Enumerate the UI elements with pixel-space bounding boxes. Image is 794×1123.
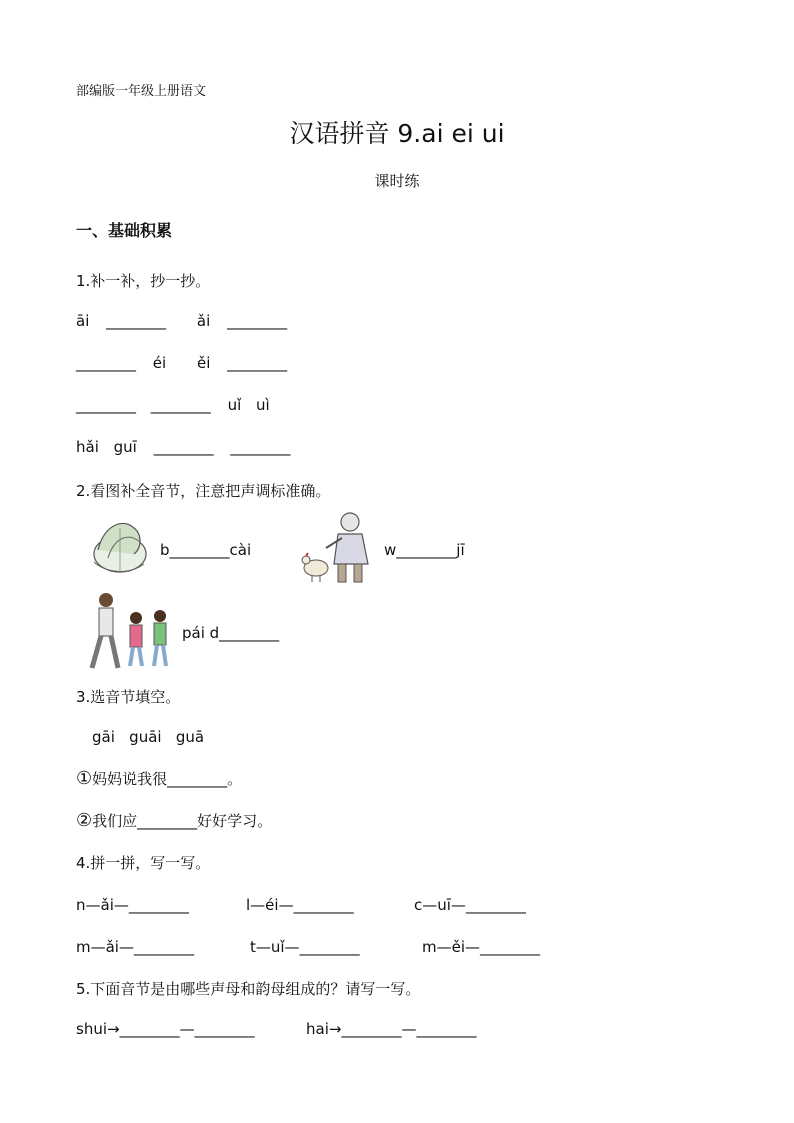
blank[interactable]: ________ xyxy=(76,396,136,414)
blank[interactable]: ________ xyxy=(293,896,354,914)
q2-item3 xyxy=(182,624,279,642)
sentence-text: 。 xyxy=(227,770,243,788)
blank[interactable]: ________ xyxy=(76,354,136,372)
spelling: m—ǎi— xyxy=(76,938,134,956)
q4-r2c2 xyxy=(250,938,360,956)
syllable: guī xyxy=(113,438,137,456)
q2-item1 xyxy=(160,541,251,559)
q2-item2 xyxy=(384,541,465,559)
syllable: uǐ xyxy=(227,396,242,414)
blank[interactable]: ________ xyxy=(341,1020,402,1038)
sentence-text: 妈妈说我很 xyxy=(92,770,168,788)
q3-prompt: 3.选音节填空。 xyxy=(76,688,181,706)
syllable-part: pái d xyxy=(182,624,220,642)
q4-r1c1 xyxy=(76,896,189,914)
q2-prompt: 2.看图补全音节，注意把声调标准确。 xyxy=(76,482,331,500)
syllable-part: b xyxy=(160,541,170,559)
blank[interactable]: ________ xyxy=(416,1020,477,1038)
item-number: ① xyxy=(76,768,93,789)
q3-options: gāi guāi guā xyxy=(92,728,205,746)
q3-sentence2 xyxy=(76,810,272,831)
blank[interactable]: ________ xyxy=(227,312,288,330)
sentence-text: 我们应 xyxy=(92,812,138,830)
syllable-part: w xyxy=(384,541,397,559)
blank[interactable]: ________ xyxy=(133,938,194,956)
blank[interactable]: ________ xyxy=(128,896,189,914)
syllable: hǎi xyxy=(76,438,99,456)
q4-r2c1 xyxy=(76,938,194,956)
syllable: éi xyxy=(152,354,167,372)
blank[interactable]: ________ xyxy=(119,1020,180,1038)
syllable-part: jī xyxy=(456,541,465,559)
section-heading: 一、基础积累 xyxy=(76,221,173,240)
blank[interactable]: ________ xyxy=(106,312,167,330)
woman-feeding-chicken-illustration xyxy=(298,508,382,586)
syllable: shui→ xyxy=(76,1020,120,1038)
syllable: ěi xyxy=(196,354,211,372)
page-subtitle: 课时练 xyxy=(374,172,420,190)
blank[interactable]: ________ xyxy=(465,896,526,914)
q4-r1c2 xyxy=(246,896,354,914)
family-walking-illustration xyxy=(84,590,178,672)
syllable-part: cài xyxy=(229,541,252,559)
blank[interactable]: ________ xyxy=(219,624,280,642)
blank[interactable]: ________ xyxy=(150,396,211,414)
blank[interactable]: ________ xyxy=(169,541,230,559)
spelling: l—éi— xyxy=(246,896,294,914)
q3-sentence1 xyxy=(76,768,242,789)
blank[interactable]: ________ xyxy=(299,938,360,956)
dash: — xyxy=(401,1020,417,1038)
syllable: hai→ xyxy=(306,1020,342,1038)
q4-r1c3 xyxy=(414,896,526,914)
dash: — xyxy=(179,1020,195,1038)
blank[interactable]: ________ xyxy=(396,541,457,559)
blank[interactable]: ________ xyxy=(167,770,228,788)
item-number: ② xyxy=(76,810,93,831)
blank[interactable]: ________ xyxy=(230,438,291,456)
spelling: t—uǐ— xyxy=(250,938,300,956)
spelling: n—ǎi— xyxy=(76,896,129,914)
blank[interactable]: ________ xyxy=(194,1020,255,1038)
spelling: m—ěi— xyxy=(422,938,481,956)
q5-prompt: 5.下面音节是由哪些声母和韵母组成的？请写一写。 xyxy=(76,980,421,998)
spelling: c—uī— xyxy=(414,896,466,914)
blank[interactable]: ________ xyxy=(153,438,214,456)
q1-row1 xyxy=(76,312,287,330)
sentence-text: 好好学习。 xyxy=(197,812,273,830)
q4-r2c3 xyxy=(422,938,540,956)
grade-label: 部编版一年级上册语文 xyxy=(76,84,207,99)
q4-prompt: 4.拼一拼，写一写。 xyxy=(76,854,211,872)
q1-prompt: 1.补一补，抄一抄。 xyxy=(76,272,211,290)
blank[interactable]: ________ xyxy=(227,354,288,372)
syllable: uì xyxy=(256,396,270,414)
page-title: 汉语拼音 9.ai ei ui xyxy=(289,119,505,148)
cabbage-illustration xyxy=(84,514,156,580)
blank[interactable]: ________ xyxy=(480,938,541,956)
q1-row2 xyxy=(76,354,287,372)
blank[interactable]: ________ xyxy=(137,812,198,830)
q5-item-b xyxy=(306,1020,476,1038)
syllable: ǎi xyxy=(196,312,211,330)
syllable: āi xyxy=(76,312,90,330)
q1-row4 xyxy=(76,438,290,456)
q1-row3 xyxy=(76,396,270,414)
q5-item-a xyxy=(76,1020,255,1038)
